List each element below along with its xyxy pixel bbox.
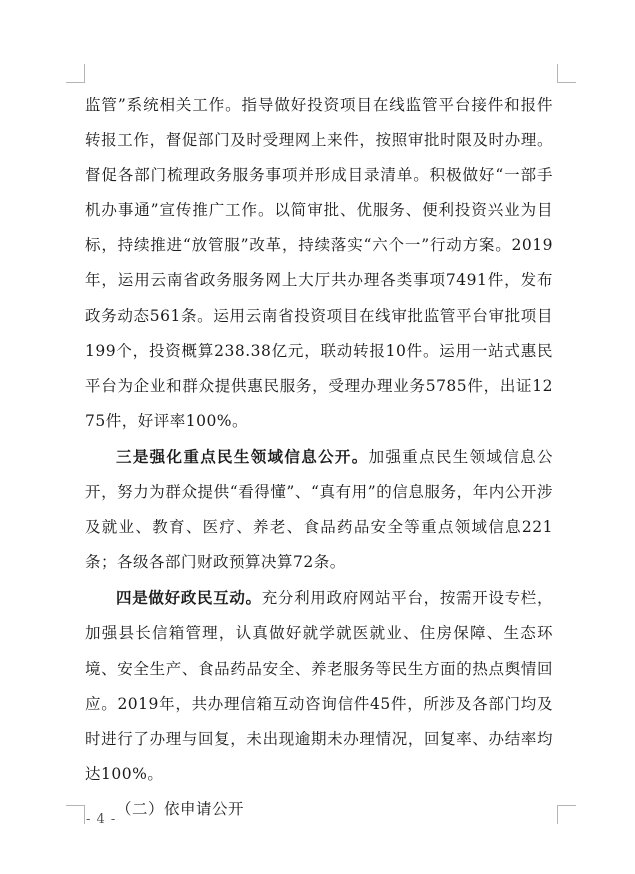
- crop-mark-bottom-left: [66, 805, 85, 824]
- page-number: - 4 -: [86, 812, 117, 827]
- crop-mark-top-left: [66, 64, 85, 83]
- paragraph-livelihood-disclosure: [85, 439, 553, 580]
- document-body: [85, 87, 553, 827]
- paragraph-lead: 四是做好政民互动。: [116, 588, 262, 608]
- crop-mark-bottom-right: [557, 805, 576, 824]
- section-heading: （二）依申请公开: [116, 799, 245, 818]
- paragraph-text: 监管”系统相关工作。指导做好投资项目在线监管平台接件和报件转报工作，督促部门及时受理网上来件，按照审批时限及时办理。督促各部门梳理政务服务事项并形成目录清单。积极做好“一部手机办事通”宣传推广工作。以简审批、优服务、便利投资兴业为目标，持续推进“放管服”改革，持续落实“六个一”行动方案。2019年，运用云南省政务服务网上大厅共办理各类事项7491件，发布政务动态561条。运用云南省投资项目在线审批监管平台审批项目199个，投资概算238.38亿元，联动转报10件。运用一站式惠民平台为企业和群众提供惠民服务，受理办理业务5785件，出证1275件，好评率100%。: [85, 96, 553, 430]
- crop-mark-top-right: [557, 64, 576, 83]
- paragraph-text: 充分利用政府网站平台，按需开设专栏，加强县长信箱管理，认真做好就学就医就业、住房保障、生态环境、安全生产、食品药品安全、养老服务等民生方面的热点舆情回应。2019年，共办理信箱互动咨询信件45件，所涉及各部门均及时进行了办理与回复，未出现逾期未办理情况，回复率、办结率均达100%。: [85, 589, 553, 783]
- paragraph-lead: 三是强化重点民生领域信息公开。: [116, 446, 369, 466]
- paragraph-public-interaction: [85, 580, 553, 792]
- paragraph-continuation: [85, 87, 553, 439]
- paragraph-text: 加强重点民生领域信息公开，努力为群众提供“看得懂”、“真有用”的信息服务，年内公开涉及就业、教育、医疗、养老、食品药品安全等重点领域信息221条；各级各部门财政预算决算72条。: [85, 447, 553, 572]
